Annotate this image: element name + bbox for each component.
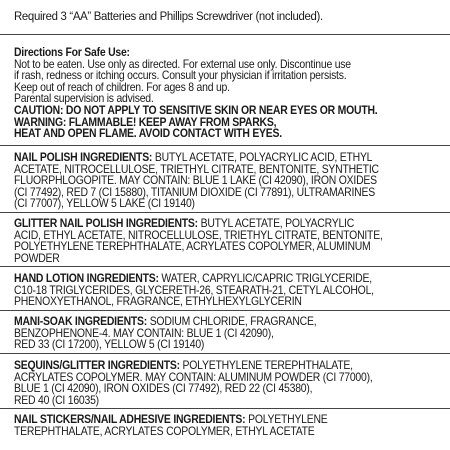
divider [0, 310, 450, 311]
section-text: BLUE 1 (CI 42090), IRON OXIDES (CI 77492), RED 22 (CI 45380), [14, 382, 313, 396]
divider [0, 145, 450, 146]
section-heading: GLITTER NAIL POLISH INGREDIENTS: [14, 217, 198, 230]
section-heading: HAND LOTION INGREDIENTS: [14, 272, 159, 285]
directions-heading: Directions For Safe Use: [14, 46, 130, 59]
divider [0, 408, 450, 409]
section-text: WATER, CAPRYLIC/CAPRIC TRIGLYCERIDE, [158, 272, 372, 285]
section-text: (CI 77492), RED 7 (CI 15880), TITANIUM DIOXIDE (CI 77891), ULTRAMARINES [14, 185, 375, 199]
section-text: C10-18 TRIGLYCERIDES, GLYCERETH-26, STEARATH-21, CETYL ALCOHOL, [14, 283, 374, 297]
directions-line: Parental supervision is advised. [14, 92, 154, 106]
section-text: RED 33 (CI 17200), YELLOW 5 (CI 19140) [14, 338, 205, 352]
section-heading: NAIL STICKERS/NAIL ADHESIVE INGREDIENTS: [14, 413, 246, 426]
directions-line: Keep out of reach of children. For ages 8 and up. [14, 80, 230, 94]
ingredients-section [14, 316, 446, 351]
divider [0, 266, 450, 267]
warning-line: WARNING: FLAMMABLE! KEEP AWAY FROM SPARKS, [14, 115, 277, 129]
divider [0, 353, 450, 354]
section-text: ACRYLATES COPOLYMER. MAY CONTAIN: ALUMINUM POWDER (CI 77000), [14, 370, 373, 384]
section-text: (CI 77007), YELLOW 5 LAKE (CI 19140) [14, 197, 195, 211]
battery-note: Required 3 “AA” Batteries and Phillips Screwdriver (not included). [14, 9, 323, 23]
label-panel [14, 9, 444, 24]
section-text: BENZOPHENONE-4. MAY CONTAIN: BLUE 1 (CI 42090), [14, 326, 274, 340]
section-text: BUTYL ACETATE, POLYACRYLIC ACID, ETHYL [152, 151, 373, 164]
section-text: POWDER [14, 251, 60, 265]
section-text: ACETATE, NITROCELLULOSE, TRIETHYL CITRATE, BENTONITE, SYNTHETIC [14, 162, 379, 176]
section-text: ACID, ETHYL ACETATE, NITROCELLULOSE, TRIETHYL CITRATE, BENTONITE, [14, 228, 383, 242]
section-text: BUTYL ACETATE, POLYACRYLIC [197, 217, 355, 230]
section-heading: MANI-SOAK INGREDIENTS: [14, 315, 148, 328]
warning-line: HEAT AND OPEN FLAME. AVOID CONTACT WITH EYES. [14, 127, 282, 141]
ingredients-section [14, 414, 446, 437]
section-heading: NAIL POLISH INGREDIENTS: [14, 151, 153, 164]
section-text: TEREPHTHALATE, ACRYLATES COPOLYMER, ETHYL ACETATE [14, 424, 315, 438]
ingredients-section [14, 152, 446, 210]
section-text: SODIUM CHLORIDE, FRAGRANCE, [147, 315, 317, 328]
directions-line: if rash, redness or itching occurs. Consult your physician if irritation persists. [14, 69, 347, 83]
caution-line: CAUTION: DO NOT APPLY TO SENSITIVE SKIN OR NEAR EYES OR MOUTH. [14, 103, 378, 117]
ingredients-section [14, 360, 446, 406]
divider [0, 34, 450, 35]
ingredients-section [14, 273, 446, 308]
section-text: RED 40 (CI 16035) [14, 393, 99, 407]
section-text: POLYETHYLENE TEREPHTHALATE, ACRYLATES COPOLYMER, ALUMINUM [14, 240, 371, 254]
directions-line: Not to be eaten. Use only as directed. For external use only. Discontinue use [14, 57, 351, 71]
section-heading: SEQUINS/GLITTER INGREDIENTS: [14, 359, 180, 372]
directions-block [14, 47, 446, 140]
section-text: FLUORPHLOGOPITE. MAY CONTAIN: BLUE 1 LAKE (CI 42090), IRON OXIDES [14, 174, 377, 188]
section-text: POLYETHYLENE [245, 413, 328, 426]
section-text: PHENOXYETHANOL, FRAGRANCE, ETHYLHEXYLGLYCERIN [14, 295, 302, 309]
divider [0, 212, 450, 213]
section-text: POLYETHYLENE TEREPHTHALATE, [179, 359, 353, 372]
ingredients-section [14, 218, 446, 264]
